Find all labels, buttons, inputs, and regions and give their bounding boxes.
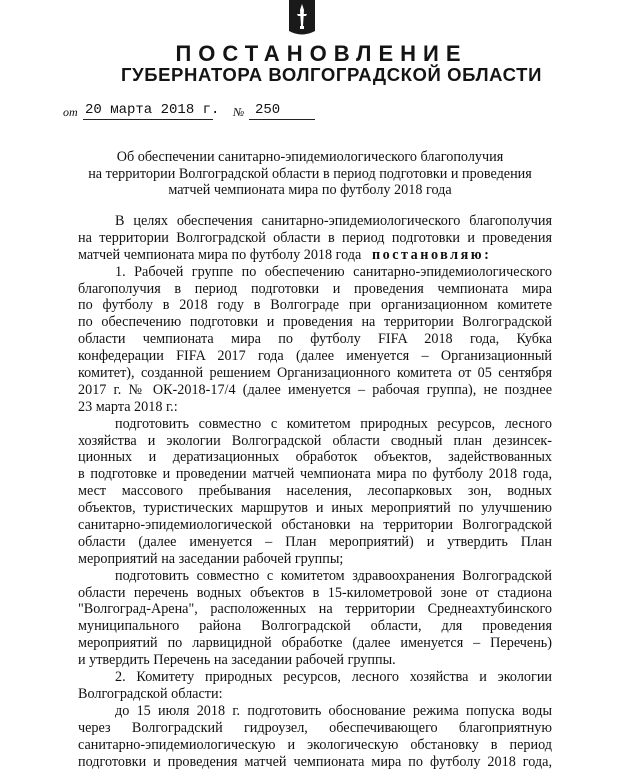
date-underline: [83, 119, 213, 120]
body-line: 2. Комитету природных ресурсов, лесного хозяйства и экологии: [78, 669, 552, 686]
body-line: области чемпионата мира по футболу FIFA 2018 года, Кубка: [78, 331, 552, 348]
body-line: по обеспечению подготовки и проведения на территории Волгоградской: [78, 314, 552, 331]
body-line: 1. Рабочей группе по обеспечению санитарно-эпидемиологического: [78, 264, 552, 281]
body-line: области (далее именуется – План мероприятий) и утвердить План: [78, 534, 552, 551]
body-line: [78, 247, 552, 264]
body-line: на территории Волгоградской области в период подготовки и проведения: [78, 230, 552, 247]
subject-line: матчей чемпионата мира по футболу 2018 года: [70, 182, 550, 199]
body-line: по футболу в 2018 году в Волгограде при организационном комитете: [78, 297, 552, 314]
document-date: 20 марта 2018 г.: [85, 102, 219, 118]
body-line: до 15 июля 2018 г. подготовить обоснование режима попуска воды: [78, 703, 552, 720]
body-line: благополучия в период подготовки и проведения чемпионата мира: [78, 281, 552, 298]
body-line: и утвердить Перечень на заседании рабочей группы.: [78, 652, 552, 669]
number-label: №: [233, 105, 244, 120]
body-line: подготовить совместно с комитетом здравоохранения Волгоградской: [78, 568, 552, 585]
document-subject: [70, 149, 550, 199]
body-line: подготовки и проведения матчей чемпионата мира по футболу 2018 года,: [78, 754, 552, 770]
subject-line: Об обеспечении санитарно-эпидемиологического благополучия: [70, 149, 550, 166]
body-line: области перечень водных объектов в 15-километровой зоне от стадиона: [78, 585, 552, 602]
body-line: Волгоградской области:: [78, 686, 552, 703]
body-line: 23 марта 2018 г.:: [78, 399, 552, 416]
body-line: объектов, туристических маршрутов и иных мероприятий по улучшению: [78, 500, 552, 517]
document-title: ПОСТАНОВЛЕНИЕ: [0, 41, 623, 67]
body-line: санитарно-эпидемиологической обстановки на территории Волгоградской: [78, 517, 552, 534]
body-line: подготовить совместно с комитетом природных ресурсов, лесного: [78, 416, 552, 433]
body-line: мероприятий по ларвицидной обработке (далее именуется – Перечень): [78, 635, 552, 652]
body-line: 2017 г. № ОК-2018-17/4 (далее именуется – рабочая группа), не позднее: [78, 382, 552, 399]
from-label: от: [63, 105, 78, 120]
body-line: муниципального района Волгоградской области, для проведения: [78, 618, 552, 635]
decree-word: постановляю:: [372, 247, 491, 263]
body-line: хозяйства и экологии Волгоградской области сводный план дезинсек-: [78, 433, 552, 450]
body-line: мест массового пребывания населения, лесопарковых зон, водных: [78, 483, 552, 500]
body-line: мероприятий на заседании рабочей группы;: [78, 551, 552, 568]
document-number: 250: [255, 102, 280, 118]
document-issuer: ГУБЕРНАТОРА ВОЛГОГРАДСКОЙ ОБЛАСТИ: [0, 64, 623, 86]
body-line: в подготовке и проведении матчей чемпионата мира по футболу 2018 года,: [78, 466, 552, 483]
body-line: санитарно-эпидемиологическую и экологическую обстановку в период: [78, 737, 552, 754]
body-line: комитет), созданной решением Организационного комитета от 05 сентября: [78, 365, 552, 382]
body-line: ционных и дератизационных обработок объектов, задействованных: [78, 449, 552, 466]
preamble-text: матчей чемпионата мира по футболу 2018 года: [78, 247, 361, 263]
body-line: конфедерации FIFA 2017 года (далее именуется – Организационный: [78, 348, 552, 365]
body-line: через Волгоградский гидроузел, обеспечивающего благоприятную: [78, 720, 552, 737]
volgograd-coat-of-arms-icon: [287, 0, 317, 36]
document-body: [78, 213, 552, 770]
body-line: "Волгоград-Арена", расположенных на территории Среднеахтубинского: [78, 601, 552, 618]
body-line: В целях обеспечения санитарно-эпидемиологического благополучия: [78, 213, 552, 230]
number-underline: [249, 119, 315, 120]
subject-line: на территории Волгоградской области в период подготовки и проведения: [70, 166, 550, 183]
